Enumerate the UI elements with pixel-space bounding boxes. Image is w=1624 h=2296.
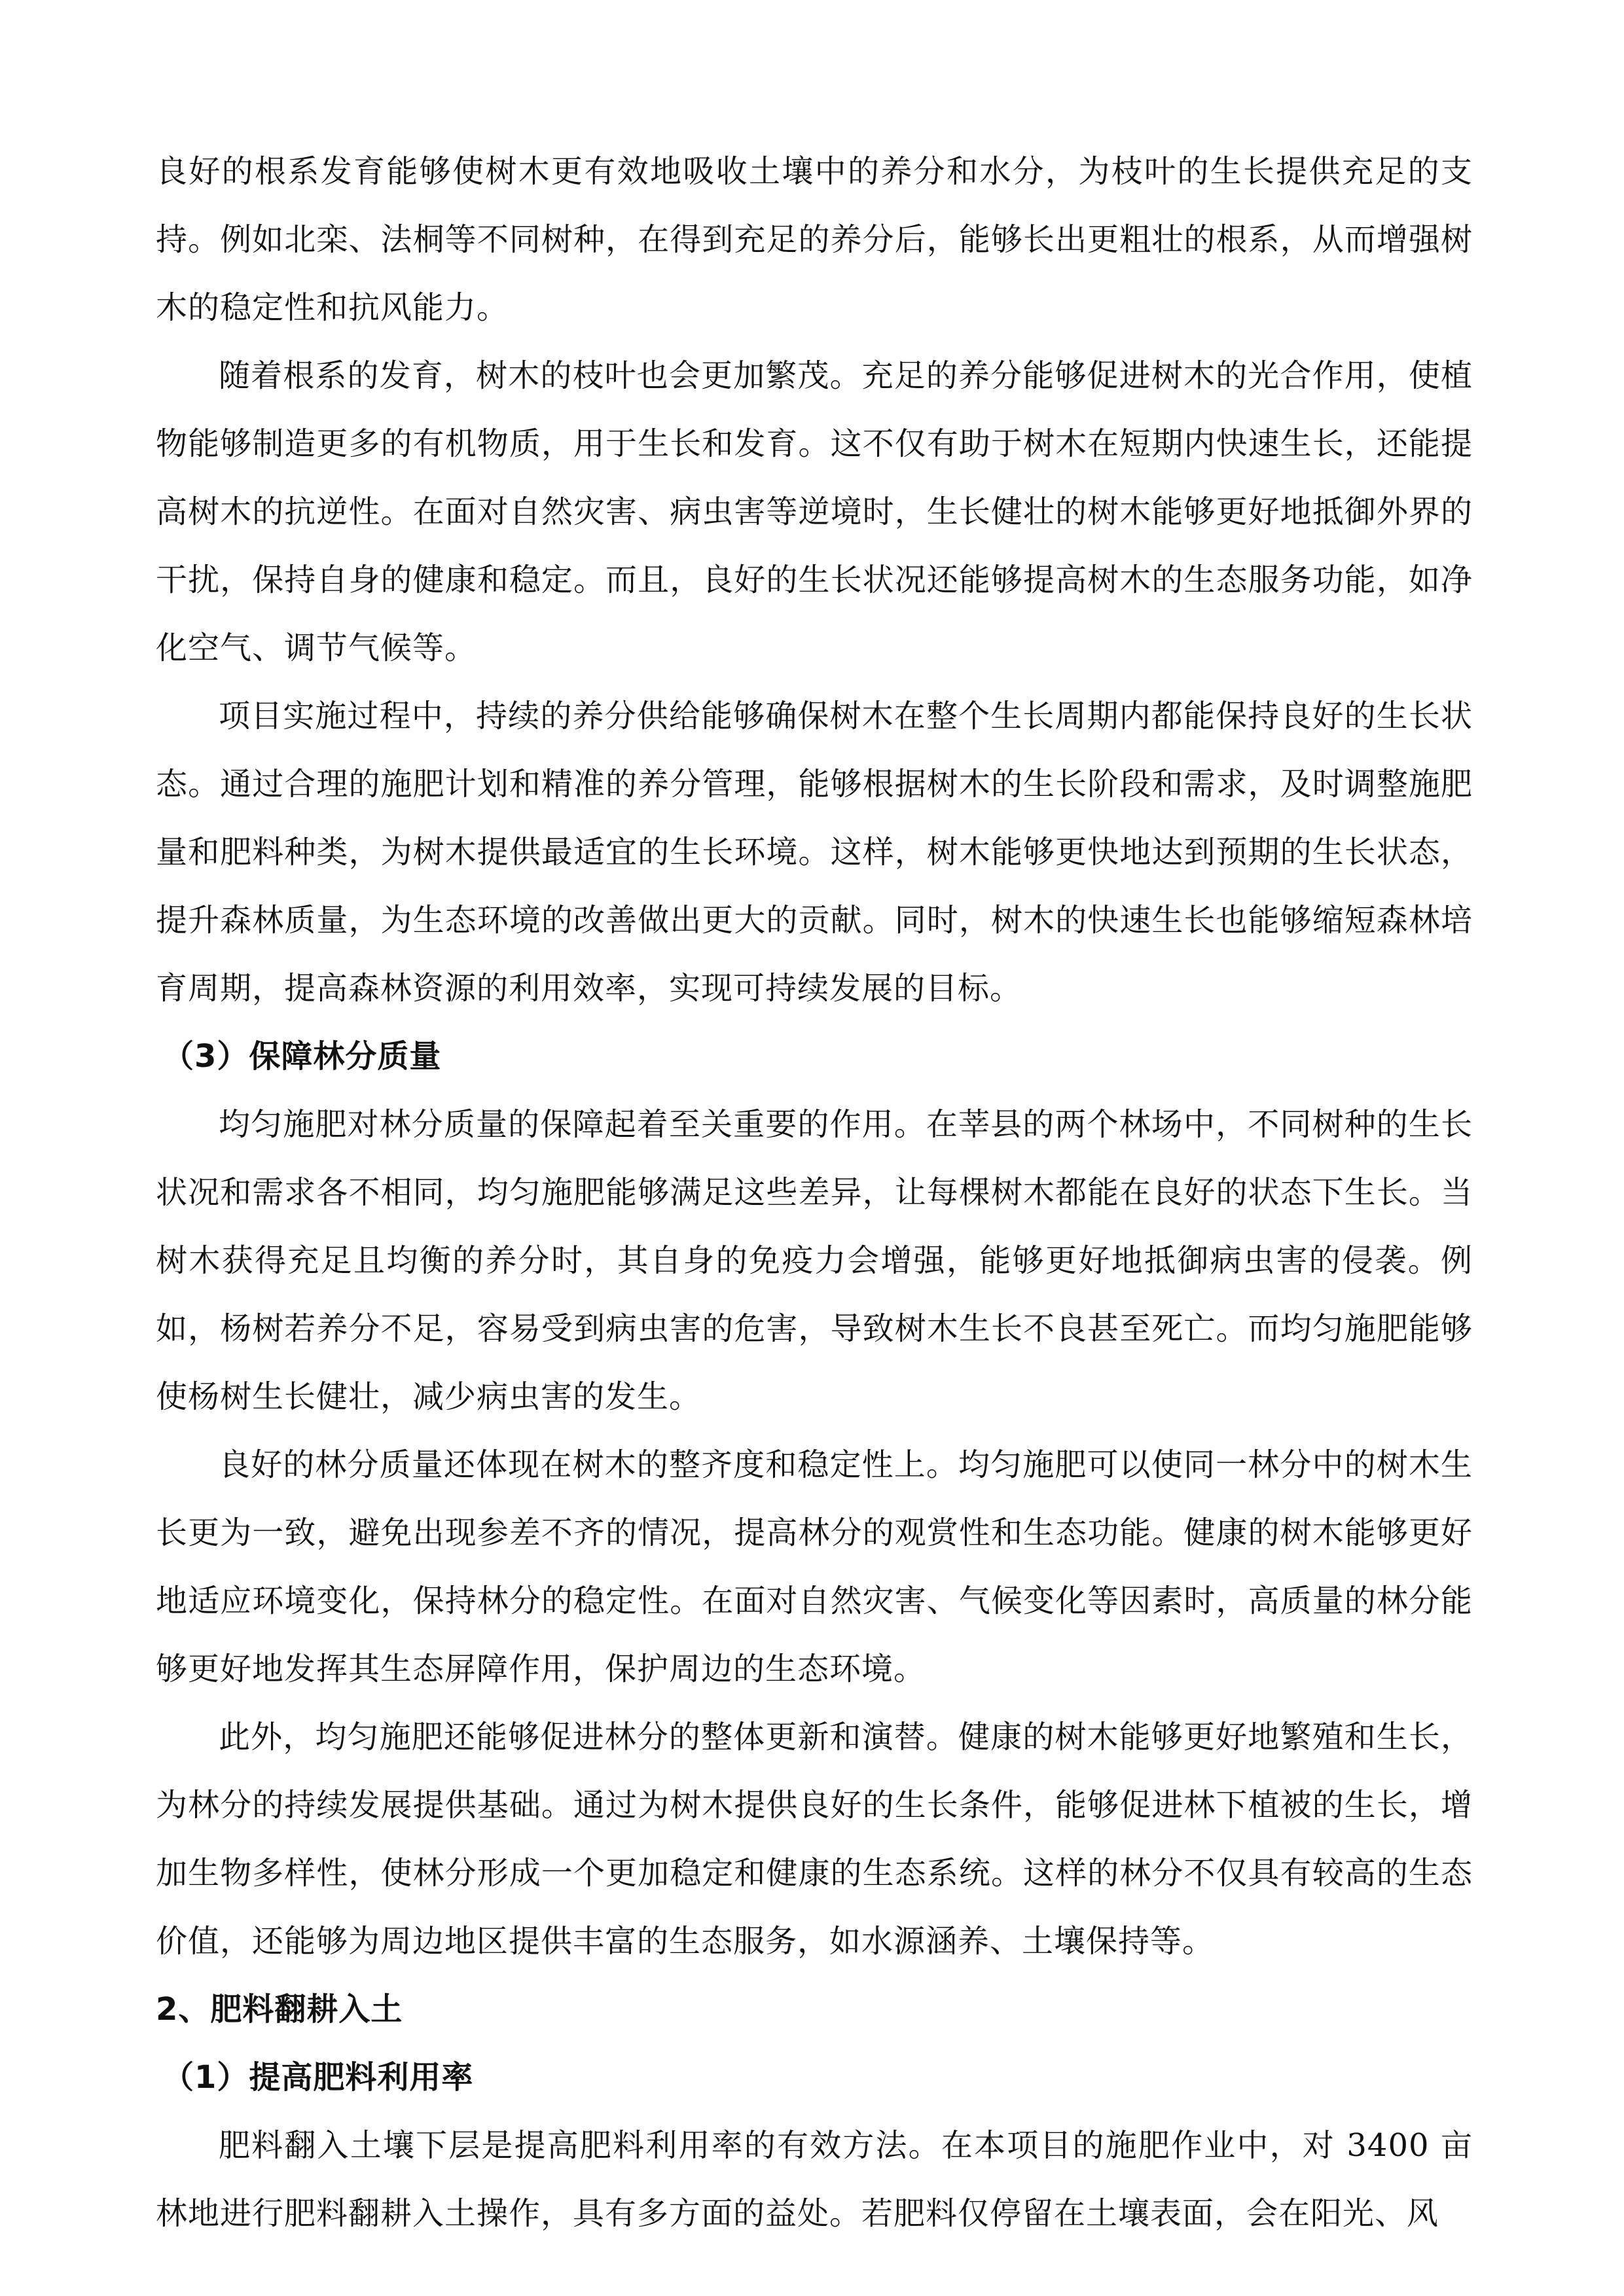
paragraph-nutrient-supply: 项目实施过程中，持续的养分供给能够确保树木在整个生长周期内都能保持良好的生长状态。通过合理的施肥计划和精准的养分管理，能够根据树木的生长阶段和需求，及时调整施肥量和肥料种类，为树木提供最适宜的生长环境。这样，树木能够更快地达到预期的生长状态，提升森林质量，为生态环境的改善做出更大的贡献。同时，树木的快速生长也能够缩短森林培育周期，提高森林资源的利用效率，实现可持续发展的目标。 — [156, 698, 1473, 1007]
heading-stand-quality: （3）保障林分质量 — [162, 1038, 442, 1075]
document-page — [156, 137, 1473, 2248]
paragraph-foliage-growth: 随着根系的发育，树木的枝叶也会更加繁茂。充足的养分能够促进树木的光合作用，使植物能够制造更多的有机物质，用于生长和发育。这不仅有助于树木在短期内快速生长，还能提高树木的抗逆性。在面对自然灾害、病虫害等逆境时，生长健壮的树木能够更好地抵御外界的干扰，保持自身的健康和稳定。而且，良好的生长状况还能够提高树木的生态服务功能，如净化空气、调节气候等。 — [156, 357, 1473, 666]
paragraph-tillage-benefits: 肥料翻入土壤下层是提高肥料利用率的有效方法。在本项目的施肥作业中，对 3400 亩林地进行肥料翻耕入土操作，具有多方面的益处。若肥料仅停留在土壤表面，会在阳光、风 — [156, 2127, 1473, 2232]
paragraph-uniform-fertilization: 均匀施肥对林分质量的保障起着至关重要的作用。在莘县的两个林场中，不同树种的生长状况和需求各不相同，均匀施肥能够满足这些差异，让每棵树木都能在良好的状态下生长。当树木获得充足且均衡的养分时，其自身的免疫力会增强，能够更好地抵御病虫害的侵袭。例如，杨树若养分不足，容易受到病虫害的危害，导致树木生长不良甚至死亡。而均匀施肥能够使杨树生长健壮，减少病虫害的发生。 — [156, 1106, 1473, 1415]
paragraph-root-development: 良好的根系发育能够使树木更有效地吸收土壤中的养分和水分，为枝叶的生长提供充足的支持。例如北栾、法桐等不同树种，在得到充足的养分后，能够长出更粗壮的根系，从而增强树木的稳定性和抗风能力。 — [156, 153, 1473, 326]
paragraph-stand-renewal: 此外，均匀施肥还能够促进林分的整体更新和演替。健康的树木能够更好地繁殖和生长，为林分的持续发展提供基础。通过为树木提供良好的生长条件，能够促进林下植被的生长，增加生物多样性，使林分形成一个更加稳定和健康的生态系统。这样的林分不仅具有较高的生态价值，还能够为周边地区提供丰富的生态服务，如水源涵养、土壤保持等。 — [156, 1719, 1473, 1960]
paragraph-stand-uniformity: 良好的林分质量还体现在树木的整齐度和稳定性上。均匀施肥可以使同一林分中的树木生长更为一致，避免出现参差不齐的情况，提高林分的观赏性和生态功能。健康的树木能够更好地适应环境变化，保持林分的稳定性。在面对自然灾害、气候变化等因素时，高质量的林分能够更好地发挥其生态屏障作用，保护周边的生态环境。 — [156, 1446, 1473, 1687]
heading-fertilizer-efficiency: （1）提高肥料利用率 — [162, 2059, 474, 2096]
heading-fertilizer-tillage: 2、肥料翻耕入土 — [156, 1991, 403, 2028]
